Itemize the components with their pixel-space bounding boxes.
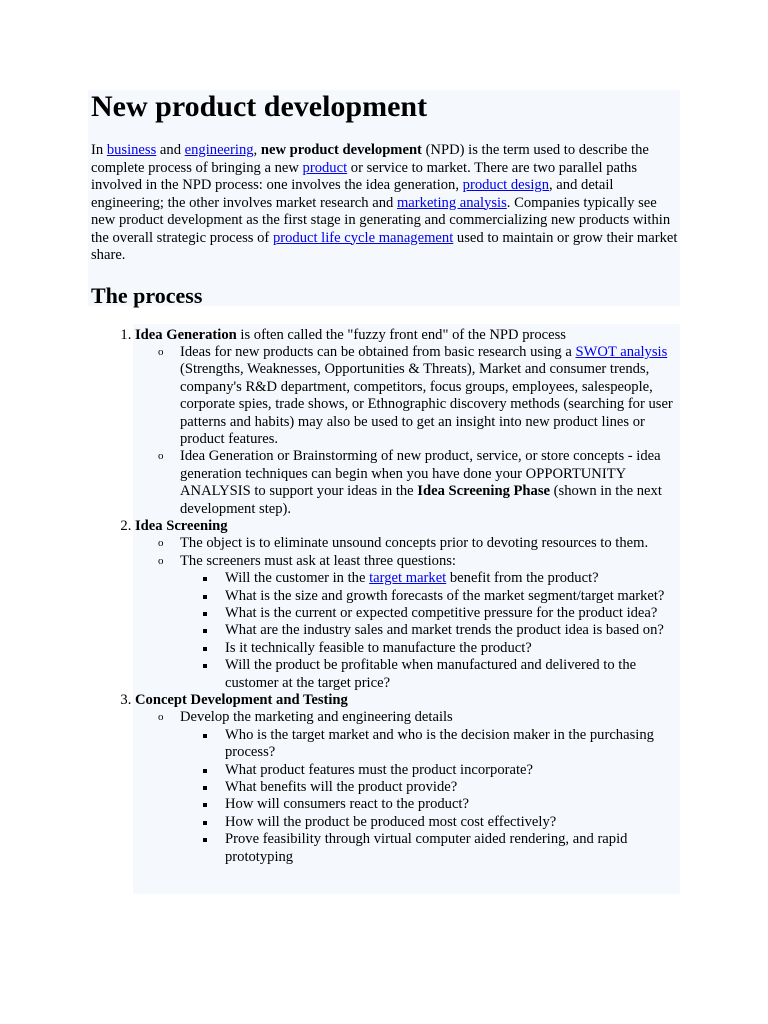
question-item: Will the product be profitable when manufactured and delivered to the customer at the target price? xyxy=(225,657,681,692)
question-item: What product features must the product incorporate? xyxy=(225,762,681,779)
link-product-life-cycle-management[interactable]: product life cycle management xyxy=(272,229,454,246)
step-concept-development xyxy=(135,692,681,866)
question-item: What benefits will the product provide? xyxy=(225,779,681,796)
link-product-design[interactable]: product design xyxy=(462,177,549,193)
item-text: (Strengths, Weaknesses, Opportunities & Threats), Market and consumer trends, company's R&D department, competitors, focus groups, employees, salespeople, corporate spies, trade shows, or Ethnographic discovery methods (searching for user patterns and habits) may also be used to get an insight into new product lines or product features. xyxy=(180,361,673,447)
step-idea-generation xyxy=(135,327,681,518)
sub-list xyxy=(135,709,681,866)
list-item xyxy=(180,709,681,866)
link-business[interactable]: business xyxy=(106,142,157,158)
process-steps-list xyxy=(91,327,681,867)
question-item: Is it technically feasible to manufacture the product? xyxy=(225,640,681,657)
section-heading-process: The process xyxy=(91,282,203,308)
intro-text: , and detail engineering; the other involves market research and xyxy=(91,177,614,211)
question-item: What are the industry sales and market trends the product idea is based on? xyxy=(225,622,681,639)
step-title: Concept Development and Testing xyxy=(135,692,348,709)
step-text: is often called the "fuzzy front end" of the NPD process xyxy=(236,326,566,343)
intro-paragraph xyxy=(91,142,681,265)
intro-text: and xyxy=(156,142,185,158)
step-title: Idea Screening xyxy=(135,517,228,534)
link-marketing-analysis[interactable]: marketing analysis xyxy=(396,194,507,211)
question-list xyxy=(180,570,681,692)
intro-text: (NPD) is the term used to describe the complete process of bringing a new xyxy=(91,142,649,176)
intro-text: , xyxy=(253,142,261,158)
item-text: Idea Generation or Brainstorming of new product, service, or store concepts - idea generation techniques can begin when you have done your OPPORTUNITY ANALYSIS to support your ideas in the xyxy=(180,448,661,500)
list-item xyxy=(180,448,681,518)
intro-text: used to maintain or grow their market share. xyxy=(91,229,678,263)
question-list xyxy=(180,727,681,866)
intro-text: In xyxy=(91,142,107,158)
list-item xyxy=(180,553,681,692)
step-idea-screening xyxy=(135,518,681,692)
intro-bold-term: new product development xyxy=(260,142,422,158)
list-item: o The object is to eliminate unsound concepts prior to devoting resources to them. xyxy=(180,535,681,552)
intro-text: . Companies typically see new product development as the first stage in generating and commercializing new products within the overall strategic process of xyxy=(91,194,671,246)
link-product[interactable]: product xyxy=(302,159,348,176)
question-item: How will consumers react to the product? xyxy=(225,796,681,813)
item-text: Will the customer in the xyxy=(225,570,370,587)
sub-list xyxy=(135,535,681,692)
item-bold: Idea Screening Phase xyxy=(417,483,550,500)
item-text: The screeners must ask at least three questions: xyxy=(180,552,456,569)
item-text: Develop the marketing and engineering details xyxy=(180,709,453,726)
question-item xyxy=(225,570,681,587)
question-item: How will the product be produced most cost effectively? xyxy=(225,814,681,831)
link-swot-analysis[interactable]: SWOT analysis xyxy=(575,343,668,360)
sub-list xyxy=(135,344,681,518)
article xyxy=(91,88,681,866)
question-item: What is the current or expected competitive pressure for the product idea? xyxy=(225,605,681,622)
item-text: (shown in the next development step). xyxy=(180,483,662,517)
list-item xyxy=(180,344,681,448)
item-text: Ideas for new products can be obtained from basic research using a xyxy=(180,343,576,360)
question-item: What is the size and growth forecasts of the market segment/target market? xyxy=(225,588,681,605)
step-title: Idea Generation xyxy=(135,326,237,343)
intro-text: or service to market. There are two parallel paths involved in the NPD process: one involves the idea generation, xyxy=(91,159,637,193)
link-target-market[interactable]: target market xyxy=(369,570,447,587)
item-text: benefit from the product? xyxy=(446,570,599,587)
question-item: Who is the target market and who is the decision maker in the purchasing process? xyxy=(225,727,681,762)
link-engineering[interactable]: engineering xyxy=(184,142,254,158)
page-title: New product development xyxy=(91,90,428,123)
question-item: Prove feasibility through virtual computer aided rendering, and rapid prototyping xyxy=(225,831,681,866)
